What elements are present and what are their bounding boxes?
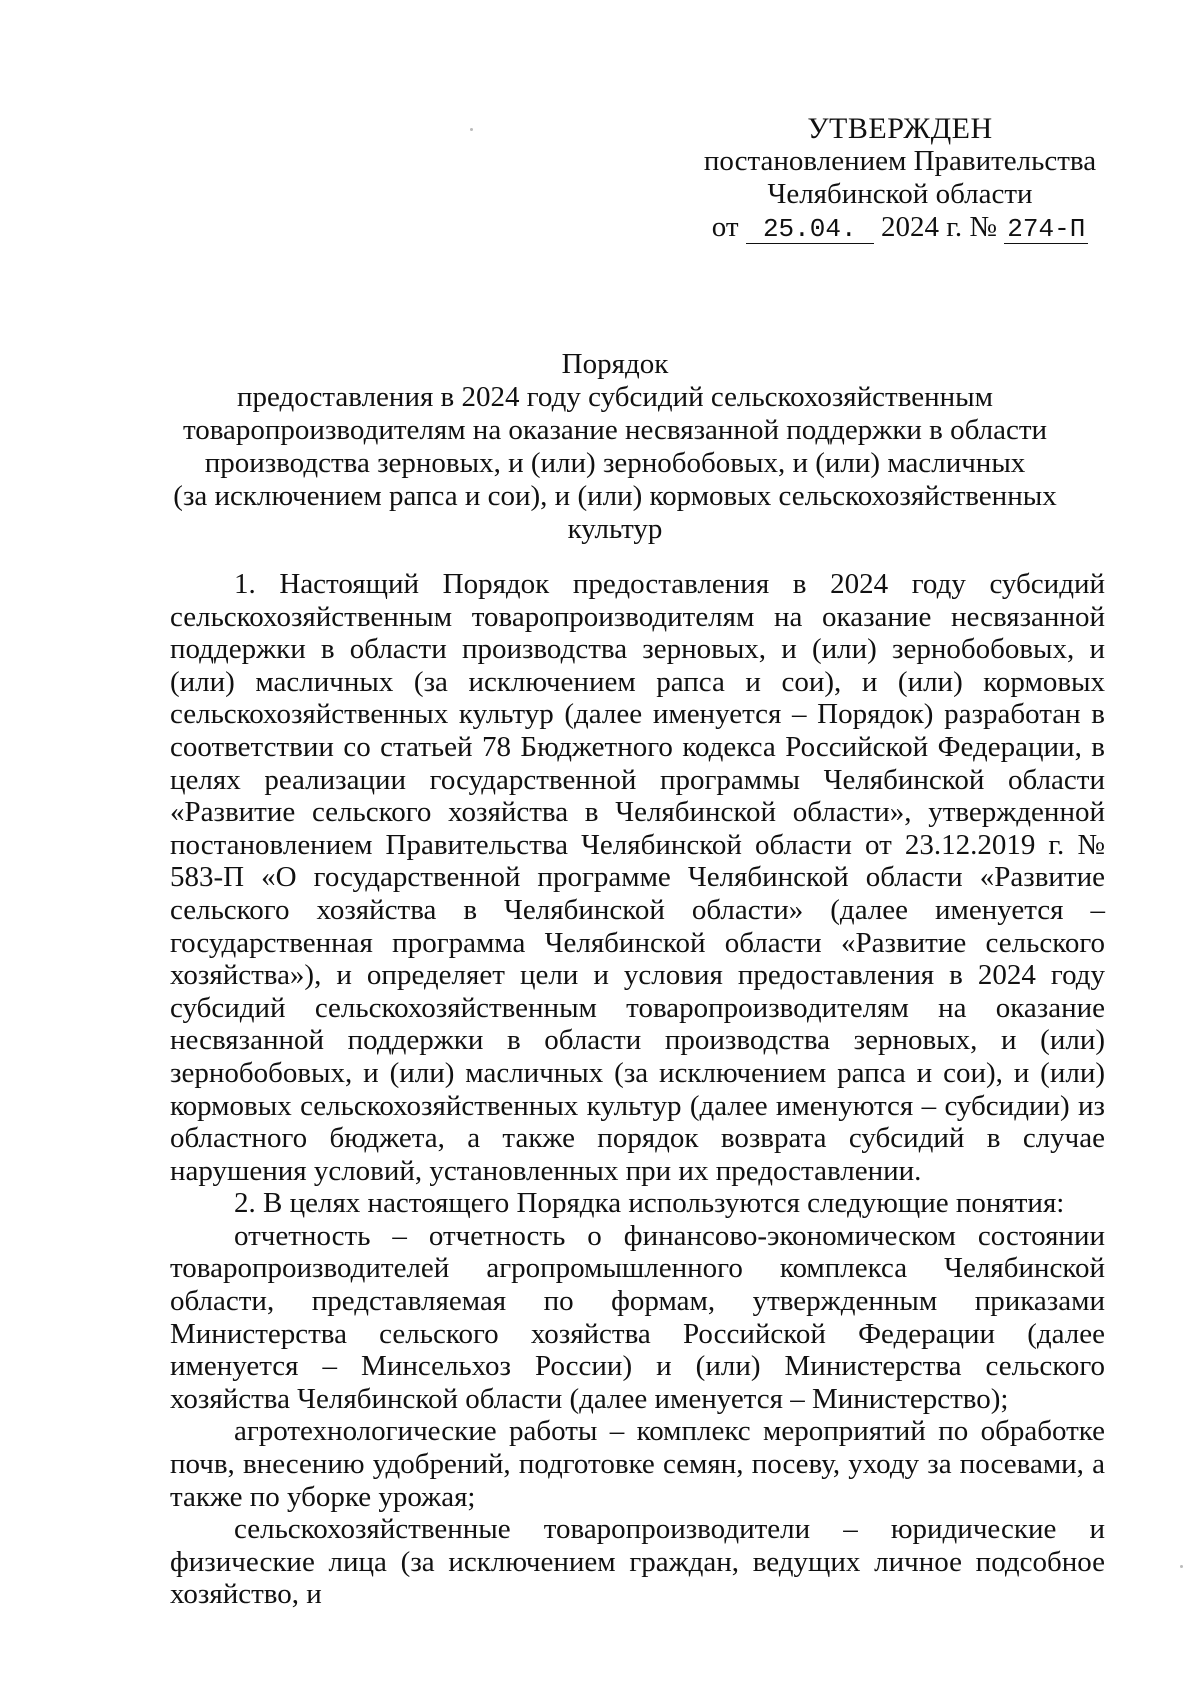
approval-year: 2024 г. № — [881, 211, 998, 243]
approval-line-1: постановлением Правительства — [703, 145, 1097, 177]
approval-prefix: от — [711, 211, 739, 243]
paragraph: 2. В целях настоящего Порядка используются следующие понятия: — [234, 1187, 1065, 1220]
approval-stamp — [690, 112, 1110, 244]
approval-line-2: Челябинской области — [767, 178, 1033, 210]
title-line-2: предоставления в 2024 году субсидий сельскохозяйственным — [237, 381, 993, 413]
document-body — [170, 568, 1105, 1611]
approval-date: 25.04. — [746, 215, 874, 244]
paragraph: 1. Настоящий Порядок предоставления в 2024 году субсидий сельскохозяйственным товаропроизводителям на оказание несвязанной поддержки в области производства зерновых, и (или) зернобобовых, и (или) масличных (за исключением рапса и сои), и (или) кормовых сельскохозяйственных культур (далее именуется – Порядок) разработан в соответствии со статьей 78 Бюджетного кодекса Российской Федерации, в целях реализации государственной программы Челябинской области «Развитие сельского хозяйства в Челябинской области», утвержденной постановлением Правительства Челябинской области от 23.12.2019 г. № 583-П «О государственной программе Челябинской области «Развитие сельского хозяйства в Челябинской области» (далее именуется – государственная программа Челябинской области «Развитие сельского хозяйства»), и определяет цели и условия предоставления в 2024 году субсидий сельскохозяйственным товаропроизводителям на оказание несвязанной поддержки в области производства зерновых, и (или) зернобобовых, и (или) масличных (за исключением рапса и сои), и (или) кормовых сельскохозяйственных культур (далее именуются – субсидии) из областного бюджета, а также порядок возврата субсидий в случае нарушения условий, установленных при их предоставлении. — [170, 568, 1105, 1187]
document-title — [150, 348, 1080, 546]
paragraph: отчетность – отчетность о финансово-экономическом состоянии товаропроизводителей агропромышленного комплекса Челябинской области, представляемая по формам, утвержденным приказами Министерства сельского хозяйства Российской Федерации (далее именуется – Минсельхоз России) и (или) Министерства сельского хозяйства Челябинской области (далее именуется – Министерство); — [170, 1219, 1105, 1415]
title-line-3: товаропроизводителям на оказание несвязанной поддержки в области — [182, 414, 1048, 446]
approval-number: 274-П — [1004, 215, 1088, 244]
paragraph: сельскохозяйственные товаропроизводители – юридические и физические лица (за исключением граждан, ведущих личное подсобное хозяйство, и — [170, 1513, 1105, 1611]
title-line-1: Порядок — [561, 348, 669, 380]
title-line-4: производства зерновых, и (или) зернобобовых, и (или) масличных — [204, 447, 1026, 479]
approval-heading: УТВЕРЖДЕН — [807, 112, 993, 145]
paragraph: агротехнологические работы – комплекс мероприятий по обработке почв, внесению удобрений, подготовке семян, посеву, уходу за посевами, а также по уборке урожая; — [170, 1415, 1105, 1513]
approval-date-line — [690, 211, 1110, 244]
scan-speck — [470, 128, 473, 131]
title-line-5: (за исключением рапса и сои), и (или) кормовых сельскохозяйственных культур — [173, 480, 1057, 545]
scan-speck — [1180, 1565, 1183, 1568]
